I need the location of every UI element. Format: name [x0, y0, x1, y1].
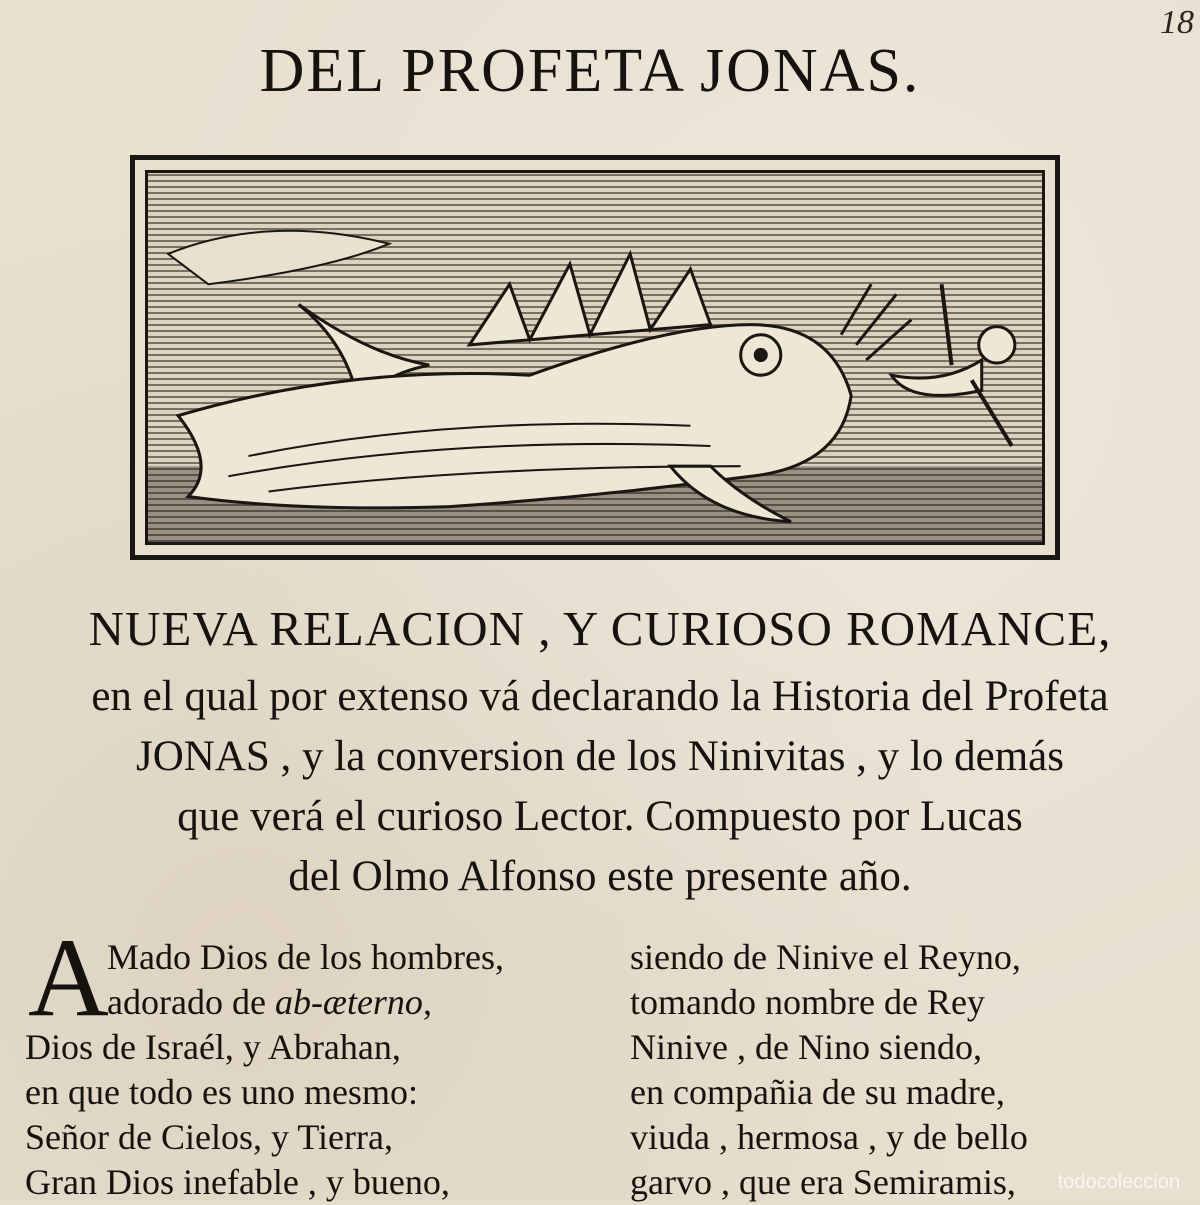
verse-line: Gran Dios inefable , y bueno, [25, 1162, 450, 1202]
verse-line: tomando nombre de Rey [630, 982, 985, 1022]
subtitle-line-4: del Olmo Alfonso este presente año. [288, 853, 912, 900]
poem-left-column [25, 935, 605, 1205]
headline: NUEVA RELACION , Y CURIOSO ROMANCE, [88, 601, 1112, 656]
subtitle-line-2: JONAS , y la conversion de los Ninivitas , y lo demás [136, 733, 1064, 780]
verse-text: adorado de [107, 982, 275, 1022]
woodcut-engraving [145, 170, 1045, 545]
subtitle-line-3: que verá el curioso Lector. Compuesto por Lucas [177, 793, 1023, 840]
verse-line: Dios de Israél, y Abrahan, [25, 1027, 401, 1067]
verse-line: Mado Dios de los hombres, [107, 937, 504, 977]
watermark: todocoleccion [1057, 1171, 1180, 1193]
verse-line: Ninive , de Nino siendo, [630, 1027, 982, 1067]
woodcut-illustration [130, 155, 1060, 560]
verse-italic: ab-æterno [274, 982, 423, 1022]
whale-woodcut-drawing [148, 173, 1042, 542]
verse-line: Señor de Cielos, y Tierra, [25, 1117, 393, 1157]
verse-line: siendo de Ninive el Reyno, [630, 937, 1021, 977]
poem-right-column [630, 935, 1170, 1205]
page-title: DEL PROFETA JONAS. [259, 37, 921, 105]
verse-line: viuda , hermosa , y de bello [630, 1117, 1028, 1157]
page-number: 18 [1160, 4, 1194, 41]
verse-line: garvo , que era Semiramis, [630, 1162, 1016, 1202]
verse-line [25, 980, 605, 1025]
verse-line: en compañia de su madre, [630, 1072, 1005, 1112]
subtitle-line-1: en el qual por extenso vá declarando la Historia del Profeta [91, 673, 1109, 720]
drop-cap: A [28, 916, 109, 1040]
verse-text: , [422, 982, 432, 1022]
verse-line: en que todo es uno mesmo: [25, 1072, 418, 1112]
